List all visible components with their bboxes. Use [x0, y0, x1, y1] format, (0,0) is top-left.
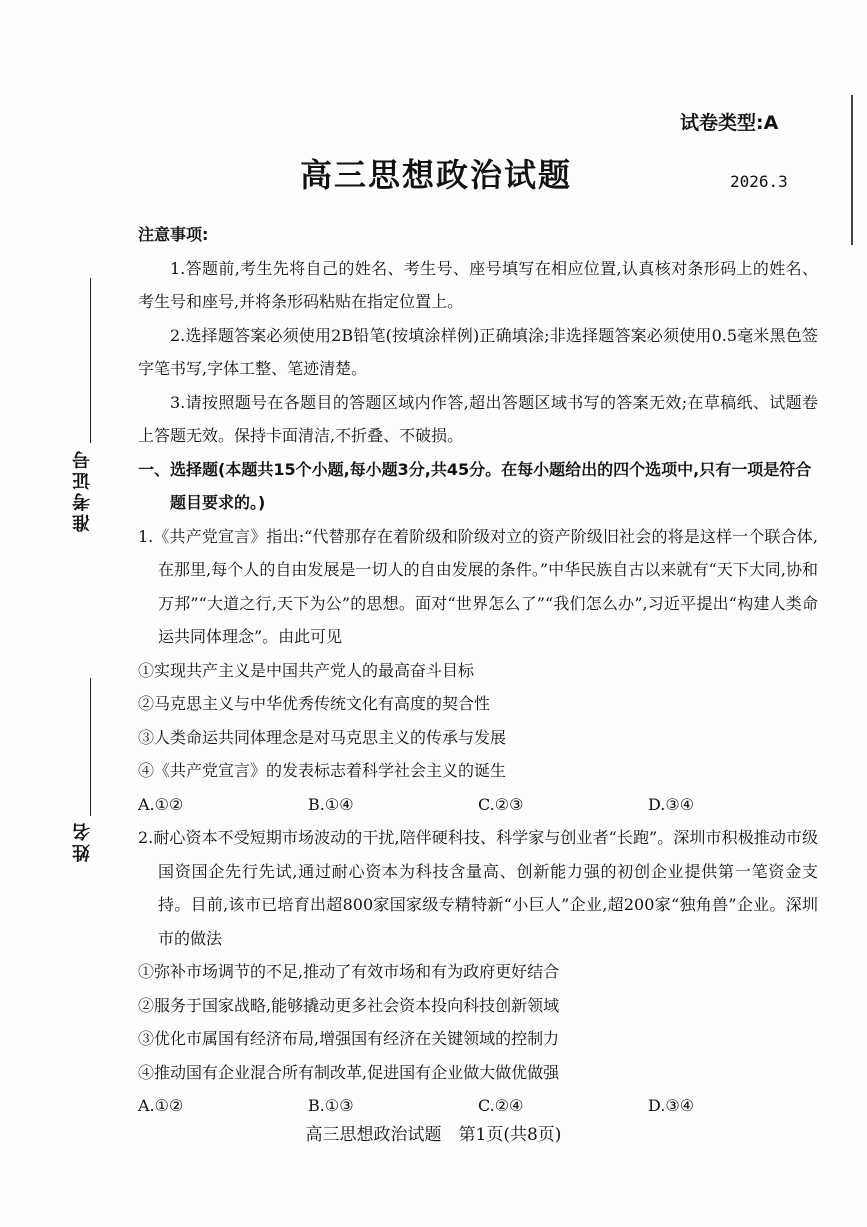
exam-type-label: 试卷类型:A: [680, 112, 779, 134]
choice-a: A.①②: [138, 1096, 184, 1115]
question-statement: ①弥补市场调节的不足,推动了有效市场和有为政府更好结合: [138, 962, 560, 981]
page-footer: 高三思想政治试题 第1页(共8页): [305, 1125, 562, 1145]
choice-c: C.②④: [478, 1096, 524, 1115]
notice-heading: 注意事项:: [138, 225, 209, 244]
choice-d: D.③④: [648, 1096, 695, 1115]
notice-item: 3.请按照题号在各题目的答题区域内作答,超出答题区域书写的答案无效;在草稿纸、试题卷上答题无效。保持卡面清洁,不折叠、不破损。: [138, 392, 818, 445]
choice-b: B.①③: [308, 1096, 354, 1115]
question-2: [138, 821, 818, 1123]
exam-number-label: 准考证号: [72, 448, 93, 532]
notice-item: 1.答题前,考生先将自己的姓名、考生号、座号填写在相应位置,认真核对条形码上的姓名、考生号和座号,并将条形码粘贴在指定位置上。: [138, 258, 818, 311]
question-statement: ④《共产党宣言》的发表标志着科学社会主义的诞生: [138, 761, 507, 780]
question-statement: ③人类命运共同体理念是对马克思主义的传承与发展: [138, 727, 507, 747]
choice-d: D.③④: [648, 794, 695, 814]
exam-content: [138, 218, 818, 1123]
question-stem: 1.《共产党宣言》指出:“代替那存在着阶级和阶级对立的资产阶级旧社会的将是这样一个联合体,在那里,每个人的自由发展是一切人的自由发展的条件。”中华民族自古以来就有“天下大同,协和万邦”“大道之行,天下为公”的思想。面对“世界怎么了”“我们怎么办”,习近平提出“构建人类命运共同体理念”。由此可见: [138, 526, 818, 646]
binding-edge-rule: [851, 95, 853, 245]
answer-choices: [138, 788, 818, 822]
notice-item: 2.选择题答案必须使用2B铅笔(按填涂样例)正确填涂;非选择题答案必须使用0.5毫米黑色签字笔书写,字体工整、笔迹清楚。: [138, 325, 818, 378]
name-line: [90, 678, 91, 816]
question-statement: ②马克思主义与中华优秀传统文化有高度的契合性: [138, 694, 491, 713]
question-statement: ②服务于国家战略,能够撬动更多社会资本投向科技创新领域: [138, 995, 560, 1015]
exam-date: 2026.3: [730, 172, 788, 191]
question-statement: ①实现共产主义是中国共产党人的最高奋斗目标: [138, 660, 475, 680]
page-title: 高三思想政治试题: [300, 156, 573, 194]
question-1: [138, 520, 818, 822]
answer-choices: [138, 1089, 818, 1123]
question-statement: ④推动国有企业混合所有制改革,促进国有企业做大做优做强: [138, 1062, 560, 1082]
question-statement: ③优化市属国有经济布局,增强国有经济在关键领域的控制力: [138, 1029, 560, 1048]
name-label: 姓名: [72, 820, 93, 862]
choice-a: A.①②: [138, 794, 184, 814]
choice-c: C.②③: [478, 794, 524, 814]
section-heading: 一、选择题(本题共15个小题,每小题3分,共45分。在每小题给出的四个选项中,只有一项是符合题目要求的。): [138, 459, 812, 512]
choice-b: B.①④: [308, 794, 354, 814]
question-stem: 2.耐心资本不受短期市场波动的干扰,陪伴硬科技、科学家与创业者“长跑”。深圳市积极推动市级国资国企先行先试,通过耐心资本为科技含量高、创新能力强的初创企业提供第一笔资金支持。目前,该市已培育出超800家国家级专精特新“小巨人”企业,超200家“独角兽”企业。深圳市的做法: [138, 828, 818, 948]
exam-number-line: [90, 278, 91, 443]
